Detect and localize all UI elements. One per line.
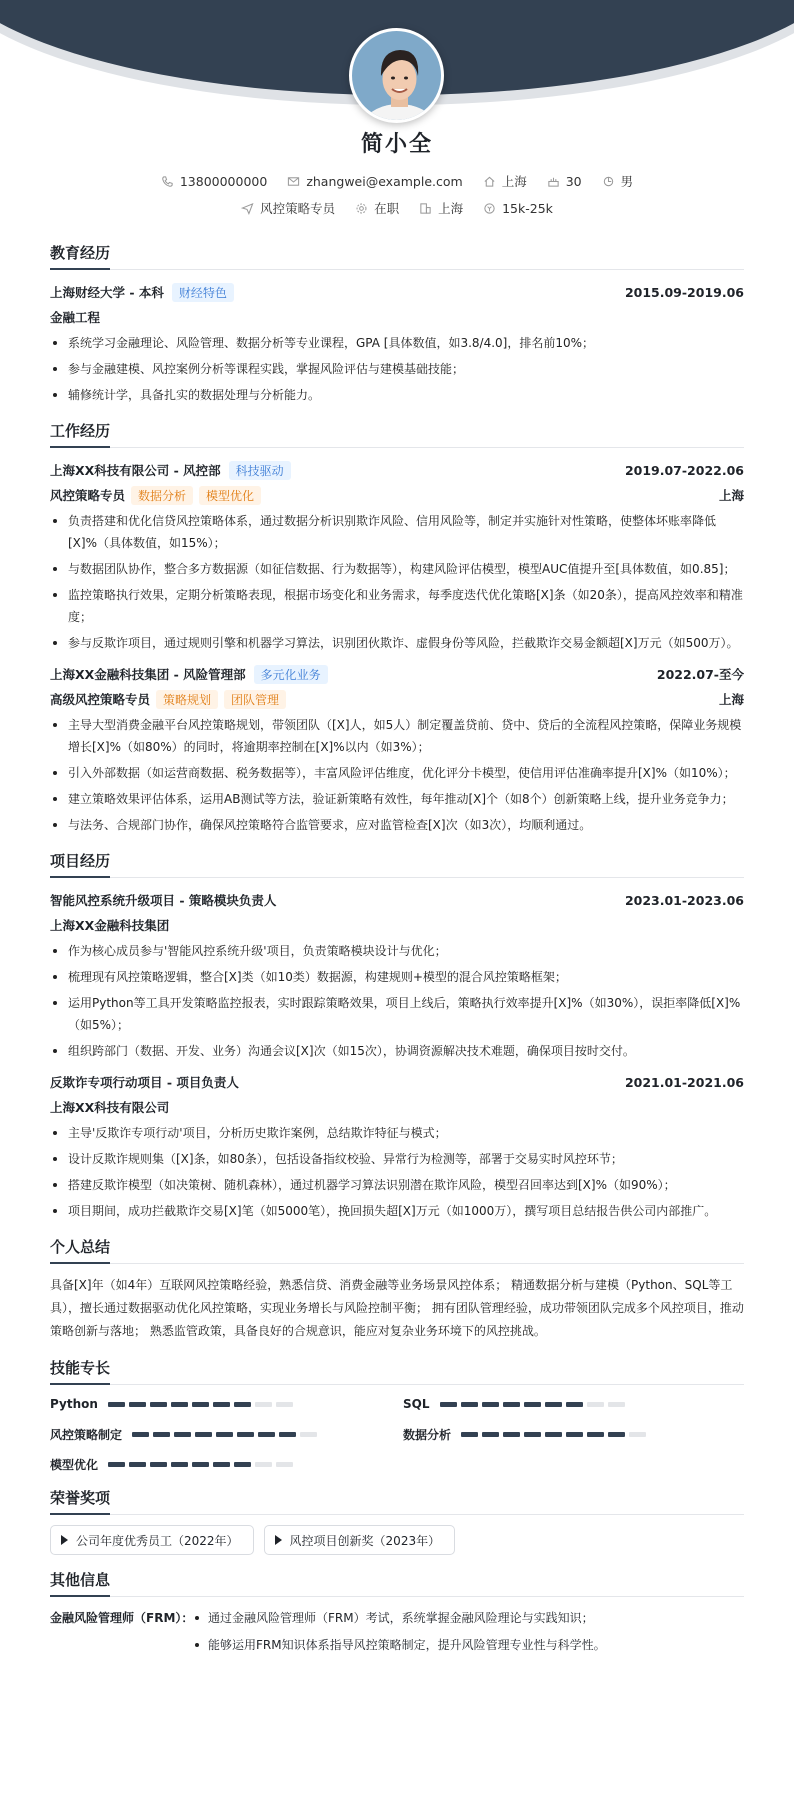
skill-name: 模型优化	[50, 1457, 99, 1472]
skill-bar-filled	[150, 1402, 167, 1407]
gender-icon	[602, 175, 615, 188]
home-icon	[483, 175, 496, 188]
skill-bar-filled	[192, 1402, 209, 1407]
summary-text: 具备[X]年（如4年）互联网风控策略经验，熟悉信贷、消费金融等业务场景风控体系； 精通数据分析与建模（Python、SQL等工具），擅长通过数据驱动优化风控策略，实现业务增长与风险控制平衡； 拥有团队管理经验，成功带领团队完成多个风控项目，推动策略创新与落地； 熟悉监管政策，具备良好的合规意识，能应对复杂业务环境下的风控挑战。	[50, 1278, 744, 1338]
list-item: 能够运用FRM知识体系指导风控策略制定，提升风险管理专业性与科学性。	[192, 1634, 606, 1657]
section-title: 工作经历	[50, 420, 744, 448]
building-icon	[419, 202, 432, 215]
salary-text: 15k-25k	[502, 200, 553, 216]
role-tag: 数据分析	[131, 486, 193, 505]
project-name: 反欺诈专项行动项目 - 项目负责人	[50, 1075, 239, 1090]
phone-text: 13800000000	[179, 173, 268, 189]
other-section	[50, 1569, 744, 1661]
age-text: 30	[565, 173, 582, 189]
list-item: 主导大型消费金融平台风控策略规划，带领团队（[X]人，如5人）制定覆盖贷前、贷中、贷后的全流程风控策略，保障业务规模增长[X]%（如80%）的同时，将逾期率控制在[X]%以内（如3%）；	[50, 714, 744, 758]
skill-bar-filled	[213, 1462, 230, 1467]
skill-bar-empty	[608, 1402, 625, 1407]
coin-icon	[483, 202, 496, 215]
target-city-text: 上海	[438, 201, 464, 216]
skill-bar-filled	[192, 1462, 209, 1467]
play-icon	[61, 1535, 68, 1545]
skill-bar-filled	[503, 1432, 520, 1437]
skill-level-bars	[461, 1432, 646, 1437]
entry-head	[50, 888, 744, 912]
job-title-item	[241, 199, 335, 217]
skill-bar-filled	[132, 1432, 149, 1437]
list-item: 与法务、合规部门协作，确保风控策略符合监管要求，应对监管检查[X]次（如3次），均顺利通过。	[50, 814, 744, 836]
role-name: 高级风控策略专员	[50, 692, 151, 707]
gender-item	[602, 172, 634, 190]
project-bullets	[50, 940, 744, 1062]
gear-icon	[355, 202, 368, 215]
education-entry	[50, 280, 744, 406]
job-row	[0, 199, 794, 217]
skill-bar-filled	[171, 1462, 188, 1467]
period: 2015.09-2019.06	[624, 284, 744, 300]
list-item: 梳理现有风控策略逻辑，整合[X]类（如10类）数据源，构建规则+模型的混合风控策略框架；	[50, 966, 744, 988]
project-entry	[50, 888, 744, 1062]
skill-level-bars	[108, 1462, 293, 1467]
school-tag: 财经特色	[172, 283, 234, 302]
skill-bar-filled	[587, 1432, 604, 1437]
skill-bar-filled	[213, 1402, 230, 1407]
list-item: 系统学习金融理论、风险管理、数据分析等专业课程，GPA [具体数值，如3.8/4.0]，排名前10%；	[50, 332, 744, 354]
skill-bar-empty	[587, 1402, 604, 1407]
list-item: 设计反欺诈规则集（[X]条，如80条），包括设备指纹校验、异常行为检测等，部署于交易实时风控环节；	[50, 1148, 744, 1170]
skill-name: 数据分析	[403, 1427, 452, 1442]
skills-section	[50, 1357, 744, 1473]
skill-level-bars	[132, 1432, 317, 1437]
mail-icon	[287, 175, 300, 188]
work-city: 上海	[718, 488, 744, 503]
skill-bar-empty	[276, 1462, 293, 1467]
skill-name: Python	[50, 1397, 98, 1411]
skill-bar-empty	[300, 1432, 317, 1437]
candidate-name: 简小全	[360, 132, 433, 157]
skill-bar-filled	[482, 1402, 499, 1407]
skill-bar-filled	[503, 1402, 520, 1407]
company-name: 上海XX科技有限公司 - 风控部	[50, 463, 221, 478]
work-entry	[50, 662, 744, 836]
job-title-text: 风控策略专员	[260, 201, 336, 216]
list-item: 参与反欺诈项目，通过规则引擎和机器学习算法，识别团伙欺诈、虚假身份等风险，拦截欺诈交易金额超[X]万元（如500万）。	[50, 632, 744, 654]
skill-bar-filled	[129, 1462, 146, 1467]
work-bullets	[50, 510, 744, 654]
period: 2022.07-至今	[656, 667, 744, 682]
skill-item	[50, 1395, 403, 1413]
period: 2021.01-2021.06	[624, 1074, 744, 1090]
work-city: 上海	[718, 692, 744, 707]
awards-list	[50, 1525, 744, 1555]
entry-head	[50, 1070, 744, 1094]
skill-bar-filled	[279, 1432, 296, 1437]
skill-bar-filled	[258, 1432, 275, 1437]
certificate-row	[50, 1607, 744, 1661]
salary-item	[483, 201, 553, 216]
send-icon	[241, 202, 254, 215]
skill-bar-filled	[150, 1462, 167, 1467]
award-item: 风控项目创新奖（2023年）	[264, 1525, 456, 1555]
location-item	[483, 172, 527, 190]
section-title: 个人总结	[50, 1236, 744, 1264]
skill-bar-filled	[129, 1402, 146, 1407]
skill-bar-filled	[174, 1432, 191, 1437]
period: 2019.07-2022.06	[624, 462, 744, 478]
role-name: 风控策略专员	[50, 488, 126, 503]
list-item: 作为核心成员参与'智能风控系统升级'项目，负责策略模块设计与优化；	[50, 940, 744, 962]
company-tag: 多元化业务	[254, 665, 328, 684]
skill-bar-filled	[566, 1402, 583, 1407]
skill-bar-filled	[108, 1462, 125, 1467]
role-row	[50, 686, 744, 712]
list-item: 建立策略效果评估体系，运用AB测试等方法，验证新策略有效性，每年推动[X]个（如8个）创新策略上线，提升业务竞争力；	[50, 788, 744, 810]
skill-bar-filled	[216, 1432, 233, 1437]
certificate-bullets	[192, 1607, 606, 1661]
list-item: 组织跨部门（数据、开发、业务）沟通会议[X]次（如15次），协调资源解决技术难题，确保项目按时交付。	[50, 1040, 744, 1062]
education-section	[50, 242, 744, 406]
skill-bar-empty	[629, 1432, 646, 1437]
age-item	[547, 174, 582, 189]
skill-bar-filled	[195, 1432, 212, 1437]
list-item: 负责搭建和优化信贷风控策略体系，通过数据分析识别欺诈风险、信用风险等，制定并实施针对性策略，使整体坏账率降低[X]%（具体数值，如15%）；	[50, 510, 744, 554]
list-item: 与数据团队协作，整合多方数据源（如征信数据、行为数据等），构建风险评估模型，模型AUC值提升至[具体数值，如0.85]；	[50, 558, 744, 580]
project-name: 智能风控系统升级项目 - 策略模块负责人	[50, 893, 277, 908]
skill-name: SQL	[403, 1397, 430, 1411]
project-org: 上海XX金融科技集团	[50, 918, 170, 933]
role-row	[50, 482, 744, 508]
skill-level-bars	[440, 1402, 625, 1407]
list-item: 搭建反欺诈模型（如决策树、随机森林），通过机器学习算法识别潜在欺诈风险，模型召回率达到[X]%（如90%）；	[50, 1174, 744, 1196]
awards-section	[50, 1487, 744, 1555]
entry-head	[50, 280, 744, 304]
skill-bar-empty	[276, 1402, 293, 1407]
skill-bar-filled	[461, 1432, 478, 1437]
skill-bar-empty	[255, 1462, 272, 1467]
skill-bar-filled	[237, 1432, 254, 1437]
location-text: 上海	[501, 174, 527, 189]
resume-body	[50, 242, 744, 1675]
school-name: 上海财经大学 - 本科	[50, 285, 164, 300]
status-item	[355, 199, 399, 217]
email-text: zhangwei@example.com	[306, 173, 463, 189]
company-name: 上海XX金融科技集团 - 风险管理部	[50, 667, 246, 682]
role-tag: 团队管理	[224, 690, 286, 709]
section-title: 其他信息	[50, 1569, 744, 1597]
project-bullets	[50, 1122, 744, 1222]
skill-item	[403, 1425, 744, 1443]
skill-level-bars	[108, 1402, 293, 1407]
certificate-label: 金融风险管理师（FRM）：	[50, 1611, 194, 1625]
skill-bar-filled	[608, 1432, 625, 1437]
work-entry	[50, 458, 744, 654]
period: 2023.01-2023.06	[624, 892, 744, 908]
project-entry	[50, 1070, 744, 1222]
phone-icon	[161, 175, 174, 188]
company-tag: 科技驱动	[229, 461, 291, 480]
skill-name: 风控策略制定	[50, 1427, 123, 1442]
skill-item	[50, 1455, 403, 1473]
section-title: 项目经历	[50, 850, 744, 878]
award-item: 公司年度优秀员工（2022年）	[50, 1525, 254, 1555]
skill-bar-filled	[566, 1432, 583, 1437]
work-bullets	[50, 714, 744, 836]
skill-item	[50, 1425, 403, 1443]
cake-icon	[547, 175, 560, 188]
skill-bar-filled	[545, 1432, 562, 1437]
list-item: 引入外部数据（如运营商数据、税务数据等），丰富风险评估维度，优化评分卡模型，使信用评估准确率提升[X]%（如10%）；	[50, 762, 744, 784]
education-bullets	[50, 332, 744, 406]
work-section	[50, 420, 744, 836]
gender-text: 男	[620, 174, 634, 189]
entry-head	[50, 458, 744, 482]
play-icon	[275, 1535, 282, 1545]
skill-bar-filled	[440, 1402, 457, 1407]
skill-bar-filled	[524, 1432, 541, 1437]
email-item	[287, 174, 462, 189]
summary-section	[50, 1236, 744, 1343]
list-item: 项目期间，成功拦截欺诈交易[X]笔（如5000笔），挽回损失超[X]万元（如1000万），撰写项目总结报告供公司内部推广。	[50, 1200, 744, 1222]
list-item: 主导'反欺诈专项行动'项目，分析历史欺诈案例，总结欺诈特征与模式；	[50, 1122, 744, 1144]
avatar	[349, 28, 444, 123]
role-tag: 模型优化	[199, 486, 261, 505]
skill-bar-filled	[171, 1402, 188, 1407]
list-item: 运用Python等工具开发策略监控报表，实时跟踪策略效果，项目上线后，策略执行效率提升[X]%（如30%），误拒率降低[X]%（如5%）；	[50, 992, 744, 1036]
section-title: 教育经历	[50, 242, 744, 270]
skills-grid	[50, 1395, 744, 1473]
skill-item	[403, 1395, 744, 1413]
skill-bar-filled	[234, 1462, 251, 1467]
skill-bar-filled	[482, 1432, 499, 1437]
section-title: 技能专长	[50, 1357, 744, 1385]
project-org: 上海XX科技有限公司	[50, 1100, 170, 1115]
entry-head	[50, 662, 744, 686]
skill-bar-empty	[255, 1402, 272, 1407]
role-tag: 策略规划	[156, 690, 218, 709]
skill-bar-filled	[545, 1402, 562, 1407]
list-item: 参与金融建模、风控案例分析等课程实践，掌握风险评估与建模基础技能；	[50, 358, 744, 380]
skill-bar-filled	[461, 1402, 478, 1407]
skill-bar-filled	[153, 1432, 170, 1437]
skill-bar-filled	[108, 1402, 125, 1407]
target-city-item	[419, 199, 463, 217]
skill-bar-filled	[234, 1402, 251, 1407]
list-item: 辅修统计学，具备扎实的数据处理与分析能力。	[50, 384, 744, 406]
projects-section	[50, 850, 744, 1222]
major: 金融工程	[50, 310, 101, 325]
status-text: 在职	[374, 201, 400, 216]
list-item: 监控策略执行效果，定期分析策略表现，根据市场变化和业务需求，每季度迭代优化策略[X]条（如20条），提高风控效率和精准度；	[50, 584, 744, 628]
phone-item	[161, 174, 267, 189]
skill-bar-filled	[524, 1402, 541, 1407]
list-item: 通过金融风险管理师（FRM）考试，系统掌握金融风险理论与实践知识；	[192, 1607, 606, 1630]
contact-row	[0, 172, 794, 190]
section-title: 荣誉奖项	[50, 1487, 744, 1515]
